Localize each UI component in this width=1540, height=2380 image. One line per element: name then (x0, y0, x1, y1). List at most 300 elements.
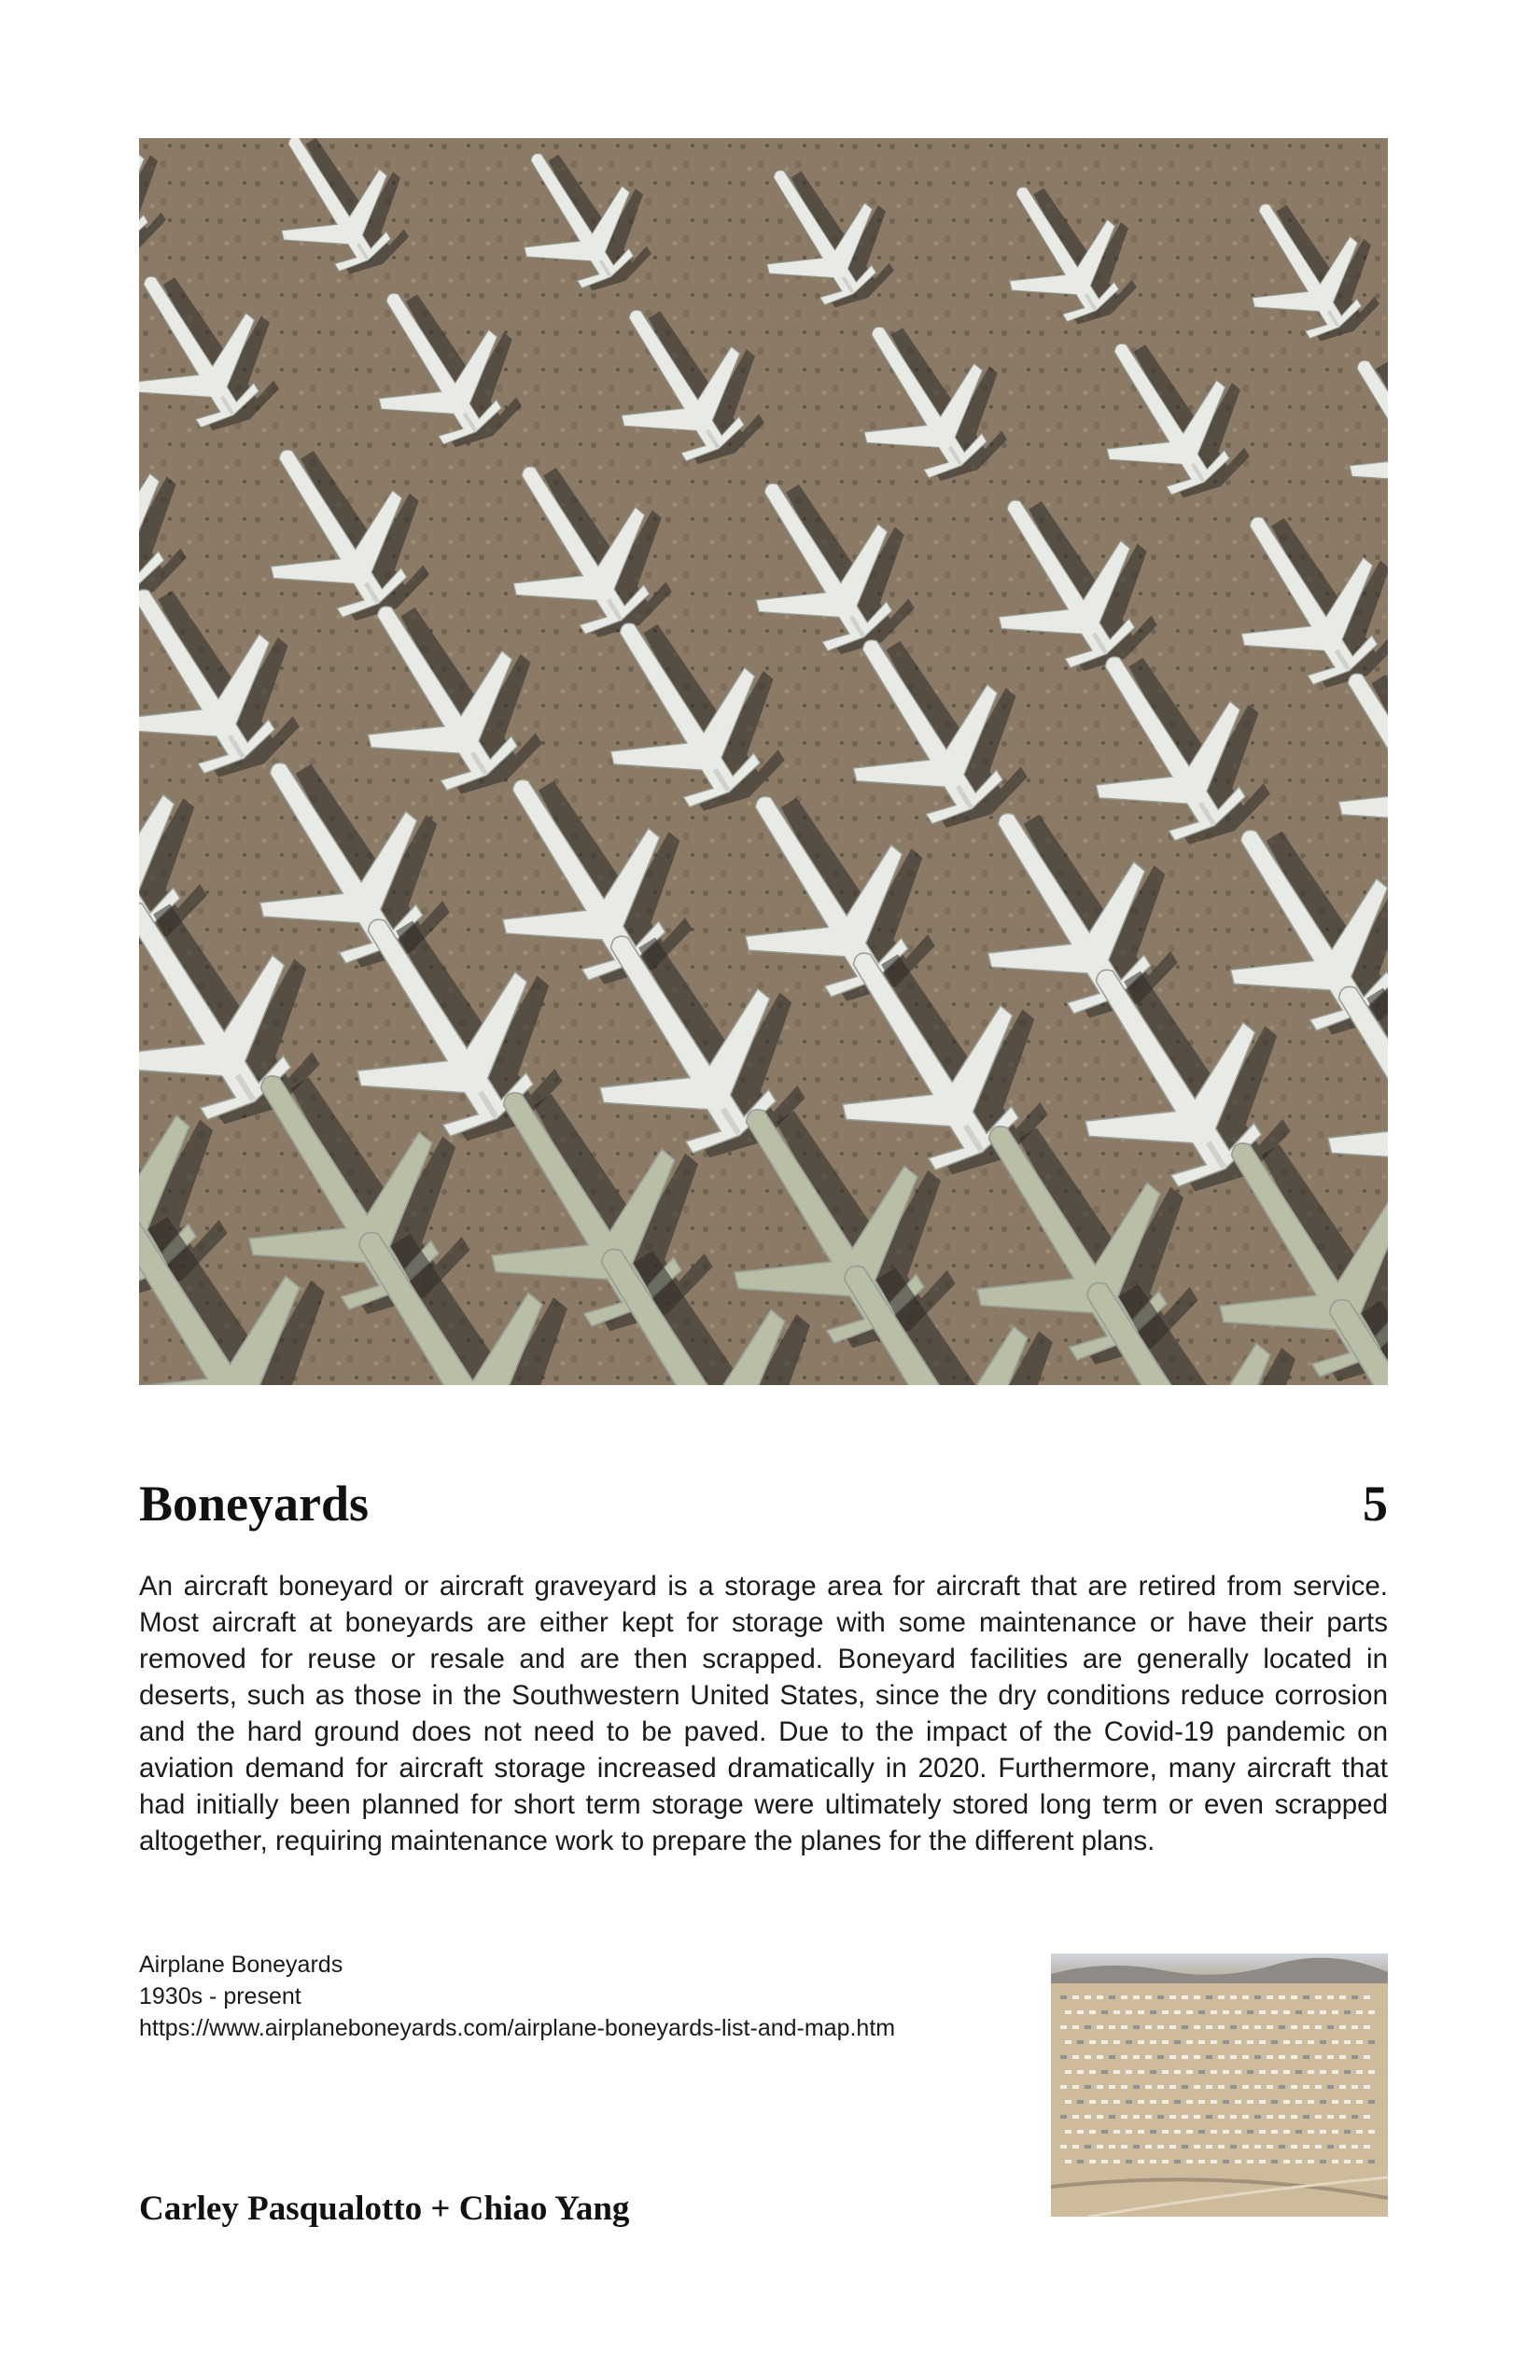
parked-aircraft-mark (1368, 2010, 1375, 2014)
parked-aircraft-mark (1065, 2160, 1071, 2163)
parked-aircraft-mark (1186, 2100, 1193, 2104)
source-name: Airplane Boneyards (139, 1952, 343, 1978)
parked-aircraft-mark (1308, 2040, 1314, 2044)
parked-aircraft-mark (1303, 2145, 1309, 2149)
parked-aircraft-mark (1295, 2070, 1302, 2074)
parked-aircraft-mark (1247, 2100, 1253, 2104)
parked-aircraft-mark (1295, 2040, 1302, 2044)
parked-aircraft-mark (1060, 1995, 1067, 1999)
parked-aircraft-mark (1109, 2025, 1115, 2029)
parked-aircraft-mark (1198, 2070, 1205, 2074)
parked-aircraft-mark (1182, 1995, 1188, 1999)
parked-aircraft-mark (1339, 2115, 1346, 2119)
parked-aircraft-mark (1113, 2070, 1120, 2074)
parked-aircraft-mark (1072, 1995, 1079, 1999)
parked-aircraft-mark (1182, 2025, 1188, 2029)
parked-aircraft-mark (1133, 2115, 1140, 2119)
parked-aircraft-mark (1315, 2085, 1322, 2089)
parked-aircraft-mark (1101, 2100, 1108, 2104)
parked-aircraft-mark (1242, 2145, 1249, 2149)
parked-aircraft-mark (1283, 2130, 1290, 2134)
parked-aircraft-mark (1295, 2010, 1302, 2014)
parked-aircraft-mark (1060, 2115, 1067, 2119)
parked-aircraft-mark (1344, 2070, 1351, 2074)
parked-aircraft-mark (1060, 2055, 1067, 2059)
parked-aircraft-mark (1279, 2115, 1285, 2119)
parked-aircraft-mark (1364, 2145, 1370, 2149)
parked-aircraft-mark (1121, 2055, 1127, 2059)
parked-aircraft-mark (1327, 2115, 1334, 2119)
parked-aircraft-mark (1230, 2085, 1237, 2089)
parked-aircraft-mark (1303, 2055, 1309, 2059)
parked-aircraft-mark (1206, 2115, 1212, 2119)
parked-aircraft-mark (1223, 2100, 1229, 2104)
parked-aircraft-mark (1138, 2160, 1144, 2163)
parked-aircraft-mark (1101, 2040, 1108, 2044)
parked-aircraft-mark (1291, 2085, 1297, 2089)
parked-aircraft-mark (1126, 2130, 1132, 2134)
parked-aircraft-mark (1089, 2100, 1096, 2104)
parked-aircraft-mark (1351, 2025, 1358, 2029)
parked-aircraft-mark (1157, 2055, 1164, 2059)
parked-aircraft-mark (1150, 2100, 1156, 2104)
parked-aircraft-mark (1113, 2160, 1120, 2163)
parked-aircraft-mark (1320, 2070, 1326, 2074)
parked-aircraft-mark (1169, 2055, 1176, 2059)
parked-aircraft-mark (1169, 1995, 1176, 1999)
parked-aircraft-mark (1364, 2115, 1370, 2119)
parked-aircraft-mark (1351, 1995, 1358, 1999)
parked-aircraft-mark (1351, 2145, 1358, 2149)
parked-aircraft-mark (1157, 2025, 1164, 2029)
parked-aircraft-mark (1194, 2145, 1200, 2149)
parked-aircraft-mark (1109, 2055, 1115, 2059)
parked-aircraft-mark (1186, 2010, 1193, 2014)
parked-aircraft-mark (1230, 2115, 1237, 2119)
parked-aircraft-mark (1198, 2100, 1205, 2104)
parked-aircraft-mark (1291, 2025, 1297, 2029)
parked-aircraft-mark (1138, 2100, 1144, 2104)
parked-aircraft-mark (1332, 2160, 1338, 2163)
parked-aircraft-mark (1308, 2130, 1314, 2134)
parked-aircraft-mark (1138, 2040, 1144, 2044)
aerial-bombers-photo-icon (139, 138, 1388, 1385)
parked-aircraft-mark (1077, 2010, 1084, 2014)
authors-credit: Carley Pasqualotto + Chiao Yang (139, 2190, 630, 2228)
hero-photo (139, 138, 1388, 1385)
parked-aircraft-mark (1254, 1995, 1261, 1999)
parked-aircraft-mark (1242, 2055, 1249, 2059)
parked-aircraft-mark (1169, 2085, 1176, 2089)
parked-aircraft-mark (1218, 2115, 1225, 2119)
parked-aircraft-mark (1283, 2010, 1290, 2014)
parked-aircraft-mark (1339, 2085, 1346, 2089)
parked-aircraft-mark (1097, 2115, 1103, 2119)
parked-aircraft-mark (1271, 2100, 1278, 2104)
parked-aircraft-mark (1242, 2025, 1249, 2029)
source-dates: 1930s - present (139, 1983, 301, 2009)
parked-aircraft-mark (1198, 2160, 1205, 2163)
parked-aircraft-mark (1145, 2025, 1152, 2029)
parked-aircraft-mark (1194, 2085, 1200, 2089)
parked-aircraft-mark (1065, 2130, 1071, 2134)
parked-aircraft-mark (1150, 2070, 1156, 2074)
parked-aircraft-mark (1169, 2145, 1176, 2149)
parked-aircraft-mark (1247, 2040, 1253, 2044)
parked-aircraft-mark (1267, 2145, 1273, 2149)
parked-aircraft-mark (1206, 1995, 1212, 1999)
parked-aircraft-mark (1182, 2115, 1188, 2119)
parked-aircraft-mark (1235, 2040, 1241, 2044)
parked-aircraft-mark (1169, 2025, 1176, 2029)
parked-aircraft-mark (1085, 2145, 1091, 2149)
parked-aircraft-mark (1242, 1995, 1249, 1999)
parked-aircraft-mark (1356, 2010, 1363, 2014)
parked-aircraft-mark (1174, 2010, 1181, 2014)
source-citation (139, 1949, 1035, 2044)
parked-aircraft-mark (1097, 2145, 1103, 2149)
parked-aircraft-mark (1194, 2055, 1200, 2059)
parked-aircraft-mark (1211, 2070, 1217, 2074)
parked-aircraft-mark (1315, 2025, 1322, 2029)
parked-aircraft-mark (1162, 2130, 1169, 2134)
parked-aircraft-mark (1271, 2070, 1278, 2074)
parked-aircraft-mark (1344, 2100, 1351, 2104)
parked-aircraft-mark (1356, 2070, 1363, 2074)
parked-aircraft-mark (1097, 2025, 1103, 2029)
parked-aircraft-mark (1150, 2010, 1156, 2014)
parked-aircraft-mark (1150, 2040, 1156, 2044)
parked-aircraft-mark (1320, 2040, 1326, 2044)
parked-aircraft-mark (1157, 2145, 1164, 2149)
parked-aircraft-mark (1254, 2055, 1261, 2059)
parked-aircraft-mark (1247, 2010, 1253, 2014)
parked-aircraft-mark (1162, 2100, 1169, 2104)
parked-aircraft-mark (1089, 2130, 1096, 2134)
parked-aircraft-mark (1344, 2130, 1351, 2134)
parked-aircraft-mark (1121, 2145, 1127, 2149)
parked-aircraft-mark (1291, 2055, 1297, 2059)
parked-aircraft-mark (1295, 2100, 1302, 2104)
parked-aircraft-mark (1065, 2100, 1071, 2104)
parked-aircraft-mark (1356, 2040, 1363, 2044)
parked-aircraft-mark (1247, 2070, 1253, 2074)
parked-aircraft-mark (1198, 2040, 1205, 2044)
parked-aircraft-mark (1101, 2130, 1108, 2134)
parked-aircraft-mark (1145, 2055, 1152, 2059)
body-paragraph: An aircraft boneyard or aircraft graveyard is a storage area for aircraft that are retired from service. Most aircraft at boneyards are either kept for storage with some maintenance or have their parts removed for reuse or resale and are then scrapped. Boneyard facilities are generally located in deserts, such as those in the Southwestern United States, since the dry conditions reduce corrosion and the hard ground does not need to be paved. Due to the impact of the Covid-19 pandemic on aviation demand for aircraft storage increased dramatically in 2020. Furthermore, many aircraft that had initially been planned for short term storage were ultimately stored long term or even scrapped altogether, requiring maintenance work to prepare the planes for the different plans. (139, 1571, 1388, 1856)
parked-aircraft-mark (1186, 2130, 1193, 2134)
parked-aircraft-mark (1320, 2010, 1326, 2014)
parked-aircraft-mark (1145, 2085, 1152, 2089)
parked-aircraft-mark (1077, 2100, 1084, 2104)
parked-aircraft-mark (1150, 2160, 1156, 2163)
parked-aircraft-mark (1138, 2010, 1144, 2014)
parked-aircraft-mark (1308, 2010, 1314, 2014)
parked-aircraft-mark (1259, 2160, 1266, 2163)
parked-aircraft-mark (1327, 1995, 1334, 1999)
parked-aircraft-mark (1206, 2085, 1212, 2089)
parked-aircraft-mark (1320, 2130, 1326, 2134)
parked-aircraft-mark (1247, 2130, 1253, 2134)
parked-aircraft-mark (1254, 2085, 1261, 2089)
parked-aircraft-mark (1174, 2070, 1181, 2074)
parked-aircraft-mark (1327, 2085, 1334, 2089)
parked-aircraft-mark (1194, 1995, 1200, 1999)
parked-aircraft-mark (1339, 2145, 1346, 2149)
parked-aircraft-mark (1109, 2115, 1115, 2119)
parked-aircraft-mark (1259, 2010, 1266, 2014)
parked-aircraft-mark (1356, 2130, 1363, 2134)
parked-aircraft-mark (1339, 2025, 1346, 2029)
parked-aircraft-mark (1060, 2085, 1067, 2089)
parked-aircraft-mark (1218, 1995, 1225, 1999)
parked-aircraft-mark (1206, 2145, 1212, 2149)
parked-aircraft-mark (1138, 2070, 1144, 2074)
parked-aircraft-mark (1279, 2025, 1285, 2029)
parked-aircraft-mark (1113, 2040, 1120, 2044)
parked-aircraft-mark (1157, 1995, 1164, 1999)
parked-aircraft-mark (1327, 2025, 1334, 2029)
parked-aircraft-mark (1344, 2160, 1351, 2163)
parked-aircraft-mark (1077, 2130, 1084, 2134)
parked-aircraft-mark (1211, 2130, 1217, 2134)
parked-aircraft-mark (1235, 2010, 1241, 2014)
parked-aircraft-mark (1113, 2010, 1120, 2014)
parked-aircraft-mark (1356, 2160, 1363, 2163)
parked-aircraft-mark (1267, 2025, 1273, 2029)
parked-aircraft-mark (1065, 2010, 1071, 2014)
parked-aircraft-mark (1211, 2010, 1217, 2014)
parked-aircraft-mark (1097, 2055, 1103, 2059)
parked-aircraft-mark (1169, 2115, 1176, 2119)
parked-aircraft-mark (1101, 2010, 1108, 2014)
parked-aircraft-mark (1332, 2070, 1338, 2074)
parked-aircraft-mark (1218, 2025, 1225, 2029)
parked-aircraft-mark (1174, 2040, 1181, 2044)
parked-aircraft-mark (1097, 1995, 1103, 1999)
parked-aircraft-mark (1211, 2040, 1217, 2044)
parked-aircraft-mark (1223, 2040, 1229, 2044)
parked-aircraft-mark (1339, 2055, 1346, 2059)
parked-aircraft-mark (1126, 2160, 1132, 2163)
parked-aircraft-mark (1211, 2100, 1217, 2104)
parked-aircraft-mark (1230, 2025, 1237, 2029)
parked-aircraft-mark (1271, 2130, 1278, 2134)
parked-aircraft-mark (1254, 2025, 1261, 2029)
parked-aircraft-mark (1295, 2160, 1302, 2163)
parked-aircraft-mark (1235, 2070, 1241, 2074)
parked-aircraft-mark (1085, 2055, 1091, 2059)
parked-aircraft-mark (1162, 2160, 1169, 2163)
parked-aircraft-mark (1279, 2145, 1285, 2149)
parked-aircraft-mark (1308, 2160, 1314, 2163)
parked-aircraft-mark (1327, 2055, 1334, 2059)
parked-aircraft-mark (1356, 2100, 1363, 2104)
parked-aircraft-mark (1283, 2100, 1290, 2104)
parked-aircraft-mark (1126, 2070, 1132, 2074)
parked-aircraft-mark (1332, 2130, 1338, 2134)
parked-aircraft-mark (1133, 2025, 1140, 2029)
parked-aircraft-mark (1186, 2070, 1193, 2074)
parked-aircraft-mark (1271, 2010, 1278, 2014)
parked-aircraft-mark (1267, 2055, 1273, 2059)
parked-aircraft-mark (1121, 2085, 1127, 2089)
parked-aircraft-mark (1223, 2130, 1229, 2134)
parked-aircraft-mark (1315, 2055, 1322, 2059)
parked-aircraft-mark (1267, 2115, 1273, 2119)
parked-aircraft-mark (1295, 2130, 1302, 2134)
parked-aircraft-mark (1279, 2055, 1285, 2059)
parked-aircraft-mark (1089, 2010, 1096, 2014)
parked-aircraft-mark (1198, 2130, 1205, 2134)
parked-aircraft-mark (1089, 2160, 1096, 2163)
parked-aircraft-mark (1113, 2100, 1120, 2104)
parked-aircraft-mark (1364, 2055, 1370, 2059)
parked-aircraft-mark (1113, 2130, 1120, 2134)
parked-aircraft-mark (1267, 1995, 1273, 1999)
parked-aircraft-mark (1145, 1995, 1152, 1999)
parked-aircraft-mark (1351, 2115, 1358, 2119)
parked-aircraft-mark (1303, 2085, 1309, 2089)
parked-aircraft-mark (1218, 2085, 1225, 2089)
parked-aircraft-mark (1339, 1995, 1346, 1999)
parked-aircraft-mark (1308, 2070, 1314, 2074)
parked-aircraft-mark (1315, 1995, 1322, 1999)
parked-aircraft-mark (1235, 2130, 1241, 2134)
parked-aircraft-mark (1097, 2085, 1103, 2089)
parked-aircraft-mark (1145, 2115, 1152, 2119)
parked-aircraft-mark (1283, 2160, 1290, 2163)
parked-aircraft-mark (1242, 2115, 1249, 2119)
parked-aircraft-mark (1174, 2100, 1181, 2104)
parked-aircraft-mark (1077, 2160, 1084, 2163)
parked-aircraft-mark (1368, 2070, 1375, 2074)
parked-aircraft-mark (1126, 2040, 1132, 2044)
parked-aircraft-mark (1223, 2070, 1229, 2074)
parked-aircraft-mark (1364, 1995, 1370, 1999)
parked-aircraft-mark (1162, 2040, 1169, 2044)
parked-aircraft-mark (1077, 2070, 1084, 2074)
parked-aircraft-mark (1303, 2115, 1309, 2119)
parked-aircraft-mark (1072, 2085, 1079, 2089)
parked-aircraft-mark (1072, 2025, 1079, 2029)
parked-aircraft-mark (1121, 2025, 1127, 2029)
parked-aircraft-mark (1315, 2115, 1322, 2119)
parked-aircraft-mark (1368, 2130, 1375, 2134)
parked-aircraft-mark (1089, 2070, 1096, 2074)
parked-aircraft-mark (1271, 2040, 1278, 2044)
parked-aircraft-mark (1332, 2040, 1338, 2044)
parked-aircraft-mark (1085, 1995, 1091, 1999)
parked-aircraft-mark (1230, 2145, 1237, 2149)
parked-aircraft-mark (1182, 2055, 1188, 2059)
parked-aircraft-mark (1303, 2025, 1309, 2029)
parked-aircraft-mark (1267, 2085, 1273, 2089)
parked-aircraft-mark (1133, 1995, 1140, 1999)
title-row (139, 1475, 1388, 1540)
parked-aircraft-mark (1211, 2160, 1217, 2163)
parked-aircraft-mark (1101, 2160, 1108, 2163)
source-url: https://www.airplaneboneyards.com/airplane-boneyards-list-and-map.htm (139, 2015, 896, 2041)
parked-aircraft-mark (1174, 2130, 1181, 2134)
parked-aircraft-mark (1109, 2085, 1115, 2089)
parked-aircraft-mark (1218, 2055, 1225, 2059)
parked-aircraft-mark (1072, 2145, 1079, 2149)
parked-aircraft-mark (1283, 2070, 1290, 2074)
parked-aircraft-mark (1072, 2055, 1079, 2059)
parked-aircraft-mark (1320, 2100, 1326, 2104)
parked-aircraft-mark (1121, 2115, 1127, 2119)
parked-aircraft-mark (1271, 2160, 1278, 2163)
parked-aircraft-mark (1085, 2085, 1091, 2089)
parked-aircraft-mark (1182, 2085, 1188, 2089)
parked-aircraft-mark (1206, 2025, 1212, 2029)
parked-aircraft-mark (1206, 2055, 1212, 2059)
parked-aircraft-mark (1327, 2145, 1334, 2149)
page-title: Boneyards (139, 1476, 370, 1532)
parked-aircraft-mark (1138, 2130, 1144, 2134)
parked-aircraft-mark (1109, 1995, 1115, 1999)
parked-aircraft-mark (1218, 2145, 1225, 2149)
parked-aircraft-mark (1291, 1995, 1297, 1999)
parked-aircraft-mark (1085, 2115, 1091, 2119)
parked-aircraft-mark (1259, 2100, 1266, 2104)
parked-aircraft-mark (1320, 2160, 1326, 2163)
parked-aircraft-mark (1085, 2025, 1091, 2029)
parked-aircraft-mark (1291, 2115, 1297, 2119)
parked-aircraft-mark (1145, 2145, 1152, 2149)
parked-aircraft-mark (1101, 2070, 1108, 2074)
parked-aircraft-mark (1157, 2085, 1164, 2089)
parked-aircraft-mark (1133, 2085, 1140, 2089)
parked-aircraft-mark (1150, 2130, 1156, 2134)
parked-aircraft-mark (1162, 2070, 1169, 2074)
parked-aircraft-mark (1060, 2025, 1067, 2029)
parked-aircraft-mark (1364, 2085, 1370, 2089)
parked-aircraft-mark (1364, 2025, 1370, 2029)
parked-aircraft-mark (1198, 2010, 1205, 2014)
parked-aircraft-mark (1126, 2100, 1132, 2104)
parked-aircraft-mark (1242, 2085, 1249, 2089)
parked-aircraft-mark (1368, 2160, 1375, 2163)
parked-aircraft-mark (1186, 2160, 1193, 2163)
parked-aircraft-mark (1162, 2010, 1169, 2014)
parked-aircraft-mark (1109, 2145, 1115, 2149)
parked-aircraft-mark (1368, 2100, 1375, 2104)
parked-aircraft-mark (1332, 2100, 1338, 2104)
parked-aircraft-mark (1344, 2010, 1351, 2014)
parked-aircraft-mark (1235, 2100, 1241, 2104)
parked-aircraft-mark (1351, 2055, 1358, 2059)
aerial-boneyard-field-photo-icon (1051, 1953, 1388, 2217)
parked-aircraft-mark (1157, 2115, 1164, 2119)
parked-aircraft-mark (1072, 2115, 1079, 2119)
parked-aircraft-mark (1279, 1995, 1285, 1999)
parked-aircraft-mark (1089, 2040, 1096, 2044)
parked-aircraft-mark (1254, 2115, 1261, 2119)
parked-aircraft-mark (1077, 2040, 1084, 2044)
parked-aircraft-mark (1254, 2145, 1261, 2149)
parked-aircraft-mark (1065, 2040, 1071, 2044)
parked-aircraft-mark (1126, 2010, 1132, 2014)
parked-aircraft-mark (1223, 2160, 1229, 2163)
parked-aircraft-mark (1247, 2160, 1253, 2163)
parked-aircraft-mark (1259, 2130, 1266, 2134)
parked-aircraft-mark (1259, 2040, 1266, 2044)
parked-aircraft-mark (1351, 2085, 1358, 2089)
parked-aircraft-mark (1368, 2040, 1375, 2044)
